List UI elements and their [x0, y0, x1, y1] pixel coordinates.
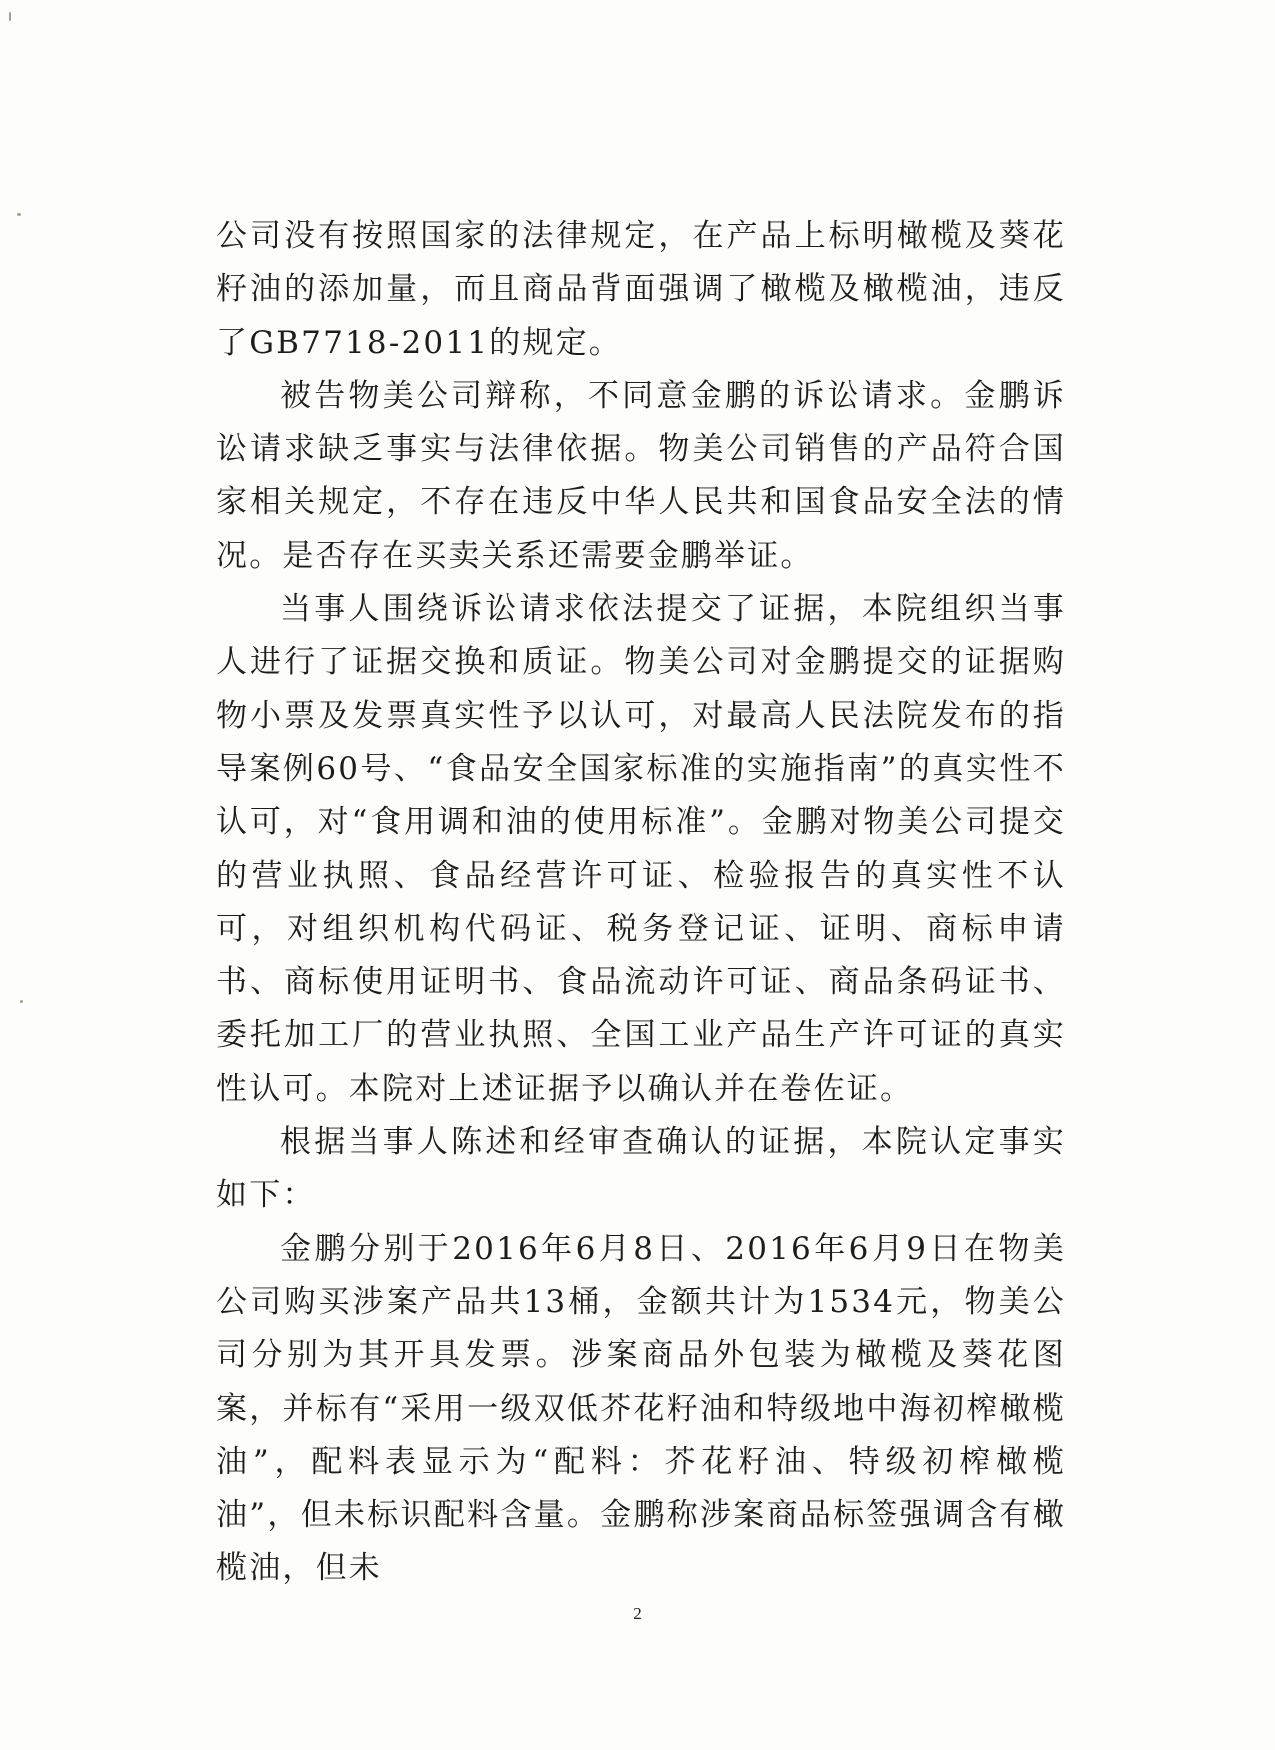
paragraph-1: 公司没有按照国家的法律规定，在产品上标明橄榄及葵花籽油的添加量，而且商品背面强调了橄榄及橄榄油，违反了GB7718-2011的规定。 [216, 218, 1066, 361]
scan-speck [20, 1000, 23, 1003]
paragraph-5: 金鹏分别于2016年6月8日、2016年6月9日在物美公司购买涉案产品共13桶，金额共计为1534元，物美公司分别为其开具发票。涉案商品外包装为橄榄及葵花图案，并标有“采用一级双低芥花籽油和特级地中海初榨橄榄油”，配料表显示为“配料：芥花籽油、特级初榨橄榄油”，但未标识配料含量。金鹏称涉案商品标签强调含有橄榄油，但未 [216, 1230, 1066, 1587]
scan-speck [9, 12, 11, 21]
document-body [216, 210, 1066, 1596]
paragraph-2: 被告物美公司辩称，不同意金鹏的诉讼请求。金鹏诉讼请求缺乏事实与法律依据。物美公司销售的产品符合国家相关规定，不存在违反中华人民共和国食品安全法的情况。是否存在买卖关系还需要金鹏举证。 [216, 377, 1066, 574]
paragraph-3: 当事人围绕诉讼请求依法提交了证据，本院组织当事人进行了证据交换和质证。物美公司对金鹏提交的证据购物小票及发票真实性予以认可，对最高人民法院发布的指导案例60号、“食品安全国家标准的实施指南”的真实性不认可，对“食用调和油的使用标准”。金鹏对物美公司提交的营业执照、食品经营许可证、检验报告的真实性不认可，对组织机构代码证、税务登记证、证明、商标申请书、商标使用证明书、食品流动许可证、商品条码证书、委托加工厂的营业执照、全国工业产品生产许可证的真实性认可。本院对上述证据予以确认并在卷佐证。 [216, 591, 1066, 1107]
paragraph-4: 根据当事人陈述和经审查确认的证据，本院认定事实如下： [216, 1124, 1066, 1214]
page-number: 2 [633, 1604, 642, 1623]
scan-speck [17, 213, 21, 216]
